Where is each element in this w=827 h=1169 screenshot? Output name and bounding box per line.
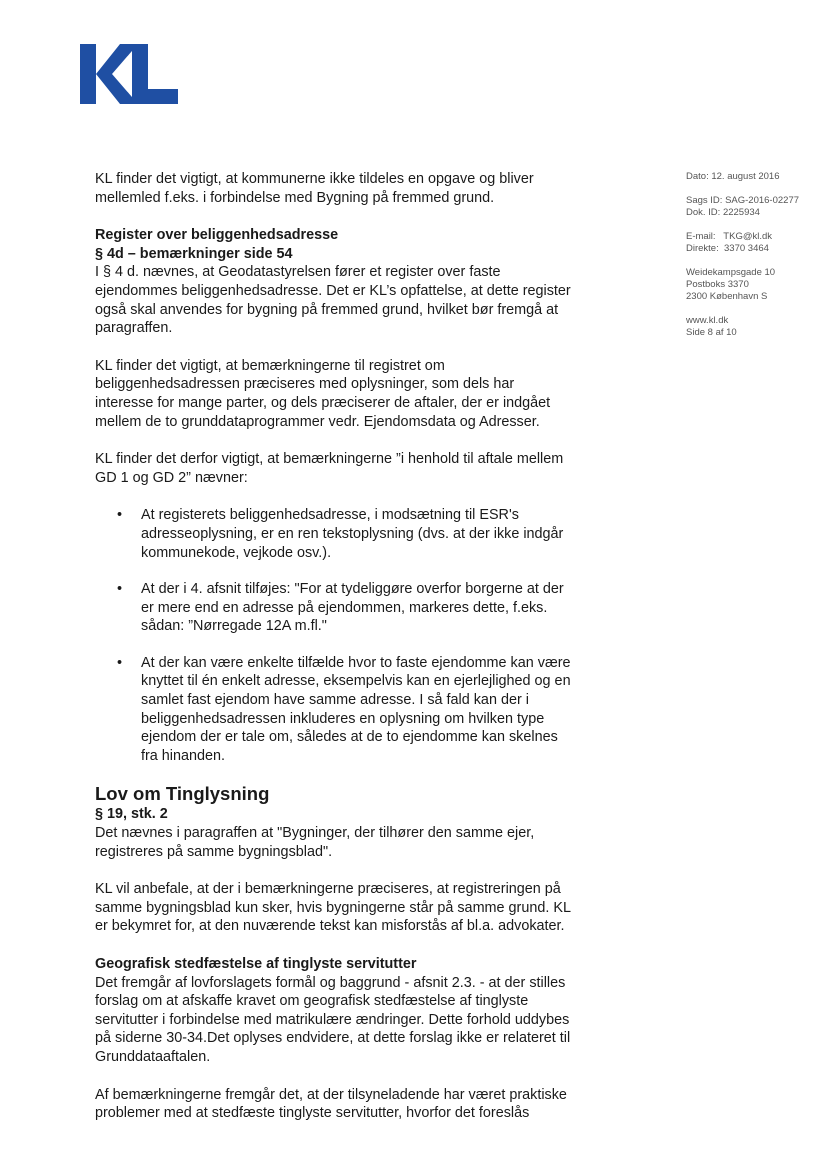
list-item: • At registerets beliggenhedsadresse, i modsætning til ESR's adresseoplysning, er en ren tekstoplysning (dvs. at der ikke indgår kommunekode, vejkode osv.). xyxy=(141,506,575,562)
register-paragraph: I § 4 d. nævnes, at Geodatastyrelsen fører et register over faste ejendommes beliggenhedsadresse. Det er KL’s opfattelse, at dette register også skal anvendes for bygning på fremmed grund, hvilket bør fremgå at paragraffen. xyxy=(95,264,571,337)
address-street: Weidekampsgade 10 xyxy=(686,267,776,278)
document-id: Dok. ID: 2225934 xyxy=(686,207,760,218)
recommend-paragraph: KL vil anbefale, at der i bemærkningerne præciseres, at registreringen på samme bygningsblad kun sker, hvis bygningerne står på samme grund. KL er bekymret for, at den nuværende tekst kan misforstås af bl.a. advokater. xyxy=(95,881,571,935)
heading-paragraph-4d: § 4d – bemærkninger side 54 xyxy=(95,245,293,262)
case-id: Sags ID: SAG-2016-02277 xyxy=(686,195,800,206)
geo-paragraph: Det fremgår af lovforslagets formål og baggrund - afsnit 2.3. - at der stilles forslag om at afskaffe kravet om geografisk stedfæstelse af tinglyste servitutter i forbindelse med matrikulære ændringer. Dette forhold uddybes på siderne 30-34.Det oplyses endvidere, at dette forslag ikke er relateret til Grunddataaftalen. xyxy=(95,974,571,1065)
website: www.kl.dk xyxy=(686,315,729,326)
address-city: 2300 København S xyxy=(686,291,768,302)
list-item: • At der kan være enkelte tilfælde hvor to faste ejendomme kan være knyttet til én enkelt adresse, eksempelvis kan en ejerlejlighed og en samlet fast ejendom have samme adresse. I så fald kan der i beliggenhedsadressen inkluderes en oplysning om hvilken type ejendom der er tale om, således at de to ejendomme kan skelnes fra hinanden. xyxy=(141,654,575,766)
important-paragraph: KL finder det vigtigt, at bemærkningerne til registret om beliggenhedsadressen præciseres med oplysninger, som dels har interesse for mange parter, og dels præciserer de aftaler, der er indgået mellem de to grunddataprogrammer vedr. Ejendomsdata og Adresser. xyxy=(95,357,551,430)
document-body xyxy=(95,170,575,1123)
email: E-mail: TKG@kl.dk xyxy=(686,231,773,242)
kl-logo xyxy=(80,44,178,104)
last-paragraph: Af bemærkningerne fremgår det, at der tilsyneladende har været praktiske problemer med at stedfæste tinglyste servitutter, hvorfor det foreslås xyxy=(95,1086,567,1122)
intro-paragraph: KL finder det vigtigt, at kommunerne ikke tildeles en opgave og bliver mellemled f.eks. i forbindelse med Bygning på fremmed grund. xyxy=(95,171,534,206)
bullet-list xyxy=(95,506,575,765)
heading-register: Register over beliggenhedsadresse xyxy=(95,227,339,244)
paragraph-19-text: Det nævnes i paragraffen at "Bygninger, der tilhører den samme ejer, registreres på samme bygningsblad". xyxy=(95,825,535,860)
page-number: Side 8 af 10 xyxy=(686,327,737,338)
list-item: • At der i 4. afsnit tilføjes: "For at tydeliggøre overfor borgerne at der er mere end en adresse på ejendommen, markeres dette, f.eks. sådan: ”Nørregade 12A m.fl." xyxy=(141,580,575,636)
document-metadata xyxy=(686,171,816,351)
heading-geo: Geografisk stedfæstelse af tinglyste servitutter xyxy=(95,956,417,972)
heading-paragraph-19: § 19, stk. 2 xyxy=(95,806,168,823)
therefore-paragraph: KL finder det derfor vigtigt, at bemærkningerne ”i henhold til aftale mellem GD 1 og GD 2” nævner: xyxy=(95,451,564,486)
heading-tinglysning: Lov om Tinglysning xyxy=(95,783,270,805)
date: Dato: 12. august 2016 xyxy=(686,171,780,182)
address-pobox: Postboks 3370 xyxy=(686,279,749,290)
direct-phone: Direkte: 3370 3464 xyxy=(686,243,769,254)
